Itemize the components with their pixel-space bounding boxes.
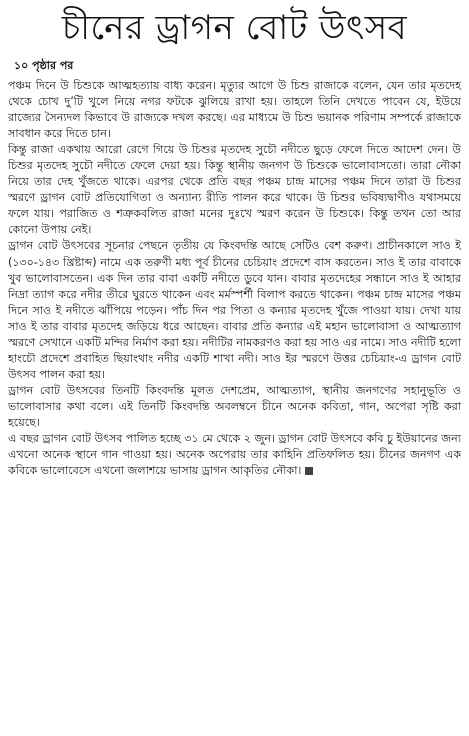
article-body [8, 78, 461, 479]
paragraph-last [8, 431, 461, 479]
end-of-article-mark [305, 467, 313, 475]
paragraph: পঞ্চম দিনে উ চিশুকে আত্মহত্যায় বাধ্য করেন। মৃত্যুর আগে উ চিশু রাজাকে বলেন, যেন তার মৃতদেহ থেকে চোখ দু’টি খুলে নিয়ে নগর ফটকে ঝুলিয়ে রাখা হয়। তাহলে তিনি দেখতে পাবেন যে, ইউয়ে রাজ্যের সৈন্যদল কিভাবে উ রাজ্যকে দখল করছে। এর মাধ্যমে উ চিশু ভয়ানক পরিণাম সম্পর্কে রাজাকে সাবধান করে দিতে চান। [8, 79, 461, 141]
paragraph: এ বছর ড্রাগন বোট উৎসব পালিত হচ্ছে ৩১ মে থেকে ২ জুন। ড্রাগন বোট উৎসবে কবি চু ইউয়ানের জন্য এখনো অনেক স্থানে গান গাওয়া হয়। অনেক অপেরায় তার কাহিনি প্রতিফলিত হয়। চীনের জনগণ এক কবিকে ভালোবেসে এখনো জলাশয়ে ভাসায় ড্রাগন আকৃতির নৌকা। [8, 432, 461, 478]
paragraph: ড্রাগন বোট উৎসবের তিনটি কিংবদন্তি মূলত দেশপ্রেম, আত্মত্যাগ, স্থানীয় জনগণের সহানুভূতি ও ভালোবাসার কথা বলে। এই তিনটি কিংবদন্তি অবলম্বনে চীনে অনেক কবিতা, গান, অপেরা সৃষ্টি করা হয়েছে। [8, 383, 461, 429]
paragraph: ড্রাগন বোট উৎসবের সূচনার পেছনে তৃতীয় যে কিংবদন্তি আছে সেটিও বেশ করুণ। প্রাচীনকালে সাও ই (১৩০-১৪৩ খ্রিষ্টাব্দ) নামে এক তরুণী মধ্য পূর্ব চীনের চেচিয়াং প্রদেশে বাস করতেন। সাও ই তার বাবাকে খুব ভালোবাসতেন। এক দিন তার বাবা একটি নদীতে ডুবে যান। বাবার মৃতদেহের সন্ধানে সাও ই আহার নিদ্রা ত্যাগ করে নদীর তীরে ঘুরতে থাকেন এবং মর্মস্পর্শী বিলাপ করতে থাকেন। পঞ্চম চান্দ্র মাসের পঞ্চম দিনে সাও ই নদীতে ঝাঁপিয়ে পড়েন। পাঁচ দিন পর পিতা ও কন্যার মৃতদেহ খুঁজে পাওয়া যায়। দেখা যায় সাও ই তার বাবার মৃতদেহ জড়িয়ে ধরে আছেন। বাবার প্রতি কন্যার এই মহান ভালোবাসা ও আত্মত্যাগ স্মরণে সেখানে একটি মন্দির নির্মাণ করা হয়। নদীটির নামকরণও করা হয় সাও এর নামে। সাও নদীটি হলো হাংচৌ প্রদেশে প্রবাহিত ছিয়াংথাং নদীর একটি শাখা নদী। সাও ইর স্মরণে উত্তর চেচিয়াং-এ ড্রাগন বোট উৎসব পালন করা হয়। [8, 239, 461, 381]
headline: চীনের ড্রাগন বোট উৎসব [61, 8, 408, 48]
continued-from-label: ১০ পৃষ্ঠার পর [14, 59, 74, 72]
paragraph: কিন্তু রাজা একথায় আরো রেগে গিয়ে উ চিশুর মৃতদেহ সুচৌ নদীতে ছুড়ে ফেলে দিতে আদেশ দেন। উ চিশুর মৃতদেহ সুচৌ নদীতে ফেলে দেয়া হয়। কিন্তু স্থানীয় জনগণ উ চিশুকে ভালোবাসতো। তারা নৌকা নিয়ে তার দেহ খুঁজতে থাকে। এরপর থেকে প্রতি বছর পঞ্চম চান্দ্র মাসের পঞ্চম দিনে তারা উ চিশুর স্মরণে ড্রাগন বোট প্রতিযোগিতা ও অন্যান্য রীতি পালন করে থাকে। উ চিশুর ভবিষ্যদ্বাণীও যথাসময়ে ফলে যায়। পরাজিত ও শত্রুকবলিত রাজা মনের দুঃখে স্মরণ করেন উ চিশুকে। কিন্তু তখন তো আর কোনো উপায় নেই। [8, 143, 461, 237]
